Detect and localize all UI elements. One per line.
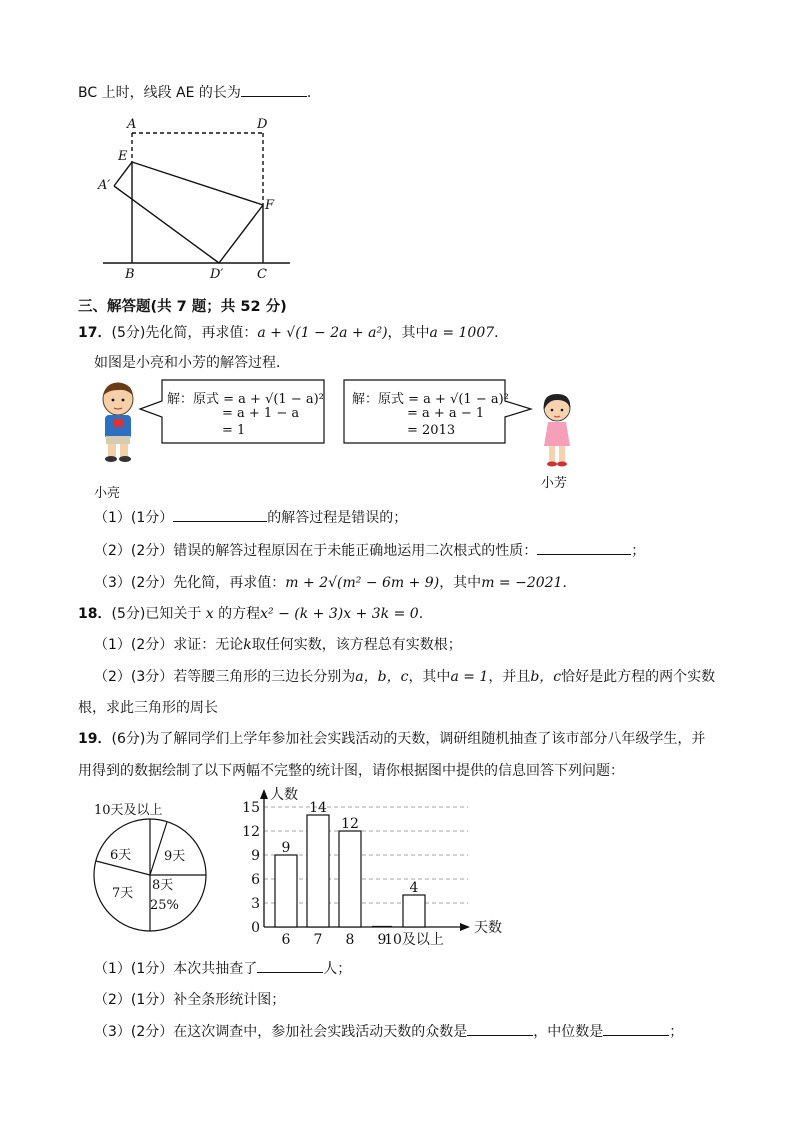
answer-blank-ae[interactable] <box>241 96 307 97</box>
q18-var-x: x <box>205 606 214 622</box>
q18-p2-d: 恰好是此方程的两个实数 <box>561 669 716 685</box>
q17-number: 17． <box>78 325 112 341</box>
q18-p2-abc: a，b，c <box>355 669 409 685</box>
q17-stem-b: ，其中 <box>387 325 430 341</box>
label-c: C <box>257 267 267 282</box>
q17-stem-c: ． <box>494 325 509 341</box>
q18-p2-cond: a = 1 <box>450 669 489 685</box>
xiaofang-line2: = a + a − 1 <box>407 406 485 421</box>
line-d1f <box>219 205 263 263</box>
y-tick-9: 9 <box>251 848 260 864</box>
q17-part2 <box>94 540 645 560</box>
pie-label-8-pct: 25% <box>150 898 179 913</box>
q17-cond: a = 1007 <box>429 325 495 341</box>
line-a1d1 <box>114 186 219 263</box>
q18-p1-b: 取任何实数，该方程总有实数根； <box>251 637 462 653</box>
x-tick-7: 7 <box>313 932 323 948</box>
q19-p1-suffix: 人； <box>323 961 352 977</box>
pie-label-9: 9天 <box>164 849 186 864</box>
label-d1: D′ <box>210 267 224 282</box>
xiaofang-line1: 解：原式 = a + √(1 − a)² <box>352 392 509 407</box>
y-tick-0: 0 <box>251 920 260 936</box>
x-tick-9: 9 <box>377 932 387 948</box>
q19-stem-line1-text: 为了解同学们上学年参加社会实践活动的天数，调研组随机抽查了该市部分八年级学生，并 <box>145 731 706 747</box>
line-ea1 <box>114 162 132 186</box>
q18-p1-k: k <box>243 637 252 653</box>
q18-p2-bc: b，c <box>530 669 562 685</box>
xiaoliang-line2: = a + 1 − a <box>222 406 300 421</box>
q19-stem-line1 <box>78 728 705 748</box>
q19-part1 <box>94 958 351 978</box>
q18-stem-end: . <box>418 606 424 622</box>
q17-part1 <box>94 507 407 527</box>
boy-xiaoliang-figure <box>94 380 142 465</box>
q17-expr: a + √(1 − 2a + a²) <box>257 325 388 341</box>
q17-p2-prefix: （2）(2分）错误的解答过程原因在于未能正确地运用二次根式的性质： <box>94 543 538 559</box>
q18-p2-a: （2）(3分）若等腰三角形的三边长分别为 <box>94 669 356 685</box>
section-title: 三、解答题(共 7 题；共 52 分) <box>78 299 287 315</box>
q18-stem-b: 的方程 <box>218 606 261 622</box>
q18-equation: x² − (k + 3)x + 3k = 0 <box>260 606 419 622</box>
q18-number: 18． <box>78 606 112 622</box>
q18-part2-line2: 根，求此三角形的周长 <box>78 700 218 716</box>
pie-label-8: 8天 <box>152 878 174 893</box>
y-tick-6: 6 <box>251 872 260 888</box>
bar-label-6: 9 <box>281 840 291 856</box>
xiaofang-line3: = 2013 <box>407 423 456 438</box>
bar-label-8: 12 <box>341 816 359 832</box>
pie-label-10: 10天及以上 <box>94 803 163 818</box>
q18-points: (5分) <box>111 606 146 622</box>
q17-p1-prefix: （1）(1分） <box>94 510 174 526</box>
q16-tail-text: BC 上时，线段 AE 的长为 <box>78 85 241 101</box>
x-tick-8: 8 <box>345 932 355 948</box>
label-d: D <box>257 117 268 132</box>
q17-p3-cond: m = −2021 <box>481 575 563 591</box>
q19-stem-line2: 用得到的数据绘制了以下两幅不完整的统计图，请你根据图中提供的信息回答下列问题： <box>78 763 624 779</box>
q19-p3-prefix: （3）(2分）在这次调查中，参加社会实践活动天数的众数是 <box>94 1024 468 1040</box>
girl-xiaofang-figure <box>536 392 578 470</box>
y-tick-15: 15 <box>242 800 260 816</box>
answer-blank-q19-median[interactable] <box>603 1035 669 1036</box>
x-tick-10及以上: 10及以上 <box>384 932 444 948</box>
label-f: F <box>265 198 275 213</box>
q17-p3-end: ． <box>562 575 577 591</box>
x-tick-6: 6 <box>281 932 291 948</box>
bar-label-7: 14 <box>309 800 327 816</box>
q19-number: 19． <box>78 731 112 747</box>
answer-blank-q17-1[interactable] <box>173 521 267 522</box>
pie-label-7: 7天 <box>112 886 134 901</box>
name-xiaofang: 小芳 <box>541 476 568 491</box>
name-xiaoliang: 小亮 <box>94 486 121 501</box>
q19-part3 <box>94 1021 683 1041</box>
q17-stem-a: 先化简，再求值： <box>145 325 258 341</box>
q19-p3-mid: ，中位数是 <box>533 1024 604 1040</box>
q17-part3 <box>94 572 576 592</box>
q17-p2-suffix: ； <box>631 543 646 559</box>
q19-part2: （2）(1分）补全条形统计图； <box>94 992 286 1008</box>
question16-tail: BC 上时，线段 AE 的长为 . <box>78 85 312 101</box>
q18-p1-a: （1）(2分）求证：无论 <box>94 637 244 653</box>
q17-p3-prefix: （3）(2分）先化简，再求值： <box>94 575 286 591</box>
bar-10及以上 <box>403 895 425 927</box>
q19-p3-suffix: ； <box>669 1024 684 1040</box>
bar-6 <box>275 855 297 927</box>
y-tick-12: 12 <box>242 824 260 840</box>
q18-stem-a: 已知关于 <box>145 606 202 622</box>
y-axis-label: 人数 <box>270 787 298 803</box>
answer-blank-q19-1[interactable] <box>257 972 323 973</box>
pie-divider-7-6 <box>96 861 150 875</box>
xiaoliang-line3: = 1 <box>222 423 246 438</box>
pie-chart <box>90 795 220 935</box>
q17-p3-expr: m + 2√(m² − 6m + 9) <box>285 575 440 591</box>
bar-7 <box>307 815 329 927</box>
bar-chart <box>232 785 522 950</box>
q17-p1-suffix: 的解答过程是错误的； <box>267 510 408 526</box>
label-a1: A′ <box>98 178 111 193</box>
q18-p2-b: ，其中 <box>408 669 451 685</box>
y-axis-arrow <box>260 789 268 799</box>
q17-intro: 如图是小亮和小芳的解答过程． <box>94 355 290 371</box>
x-axis-label: 天数 <box>474 920 502 936</box>
label-e: E <box>118 149 128 164</box>
q19-points: (6分) <box>111 731 146 747</box>
q17-p3-mid: ，其中 <box>439 575 482 591</box>
label-b: B <box>125 267 135 282</box>
q18-part2 <box>94 666 715 686</box>
rectangle-fold-figure <box>95 112 300 282</box>
bar-label-10及以上: 4 <box>409 880 419 896</box>
q18-stem <box>78 603 423 623</box>
y-tick-3: 3 <box>251 896 260 912</box>
q17-points: (5分) <box>111 325 146 341</box>
answer-blank-q17-2[interactable] <box>537 554 631 555</box>
q19-p1-prefix: （1）(1分）本次共抽查了 <box>94 961 258 977</box>
bar-8 <box>339 831 361 927</box>
x-axis-arrow <box>460 923 470 931</box>
line-ef <box>132 162 263 205</box>
label-a: A <box>127 117 137 132</box>
q17-stem <box>78 322 508 342</box>
q18-part1 <box>94 634 462 654</box>
answer-blank-q19-mode[interactable] <box>467 1035 533 1036</box>
xiaoliang-line1: 解：原式 = a + √(1 − a)² <box>167 392 324 407</box>
pie-label-6: 6天 <box>110 848 132 863</box>
q18-p2-c: ，并且 <box>488 669 531 685</box>
